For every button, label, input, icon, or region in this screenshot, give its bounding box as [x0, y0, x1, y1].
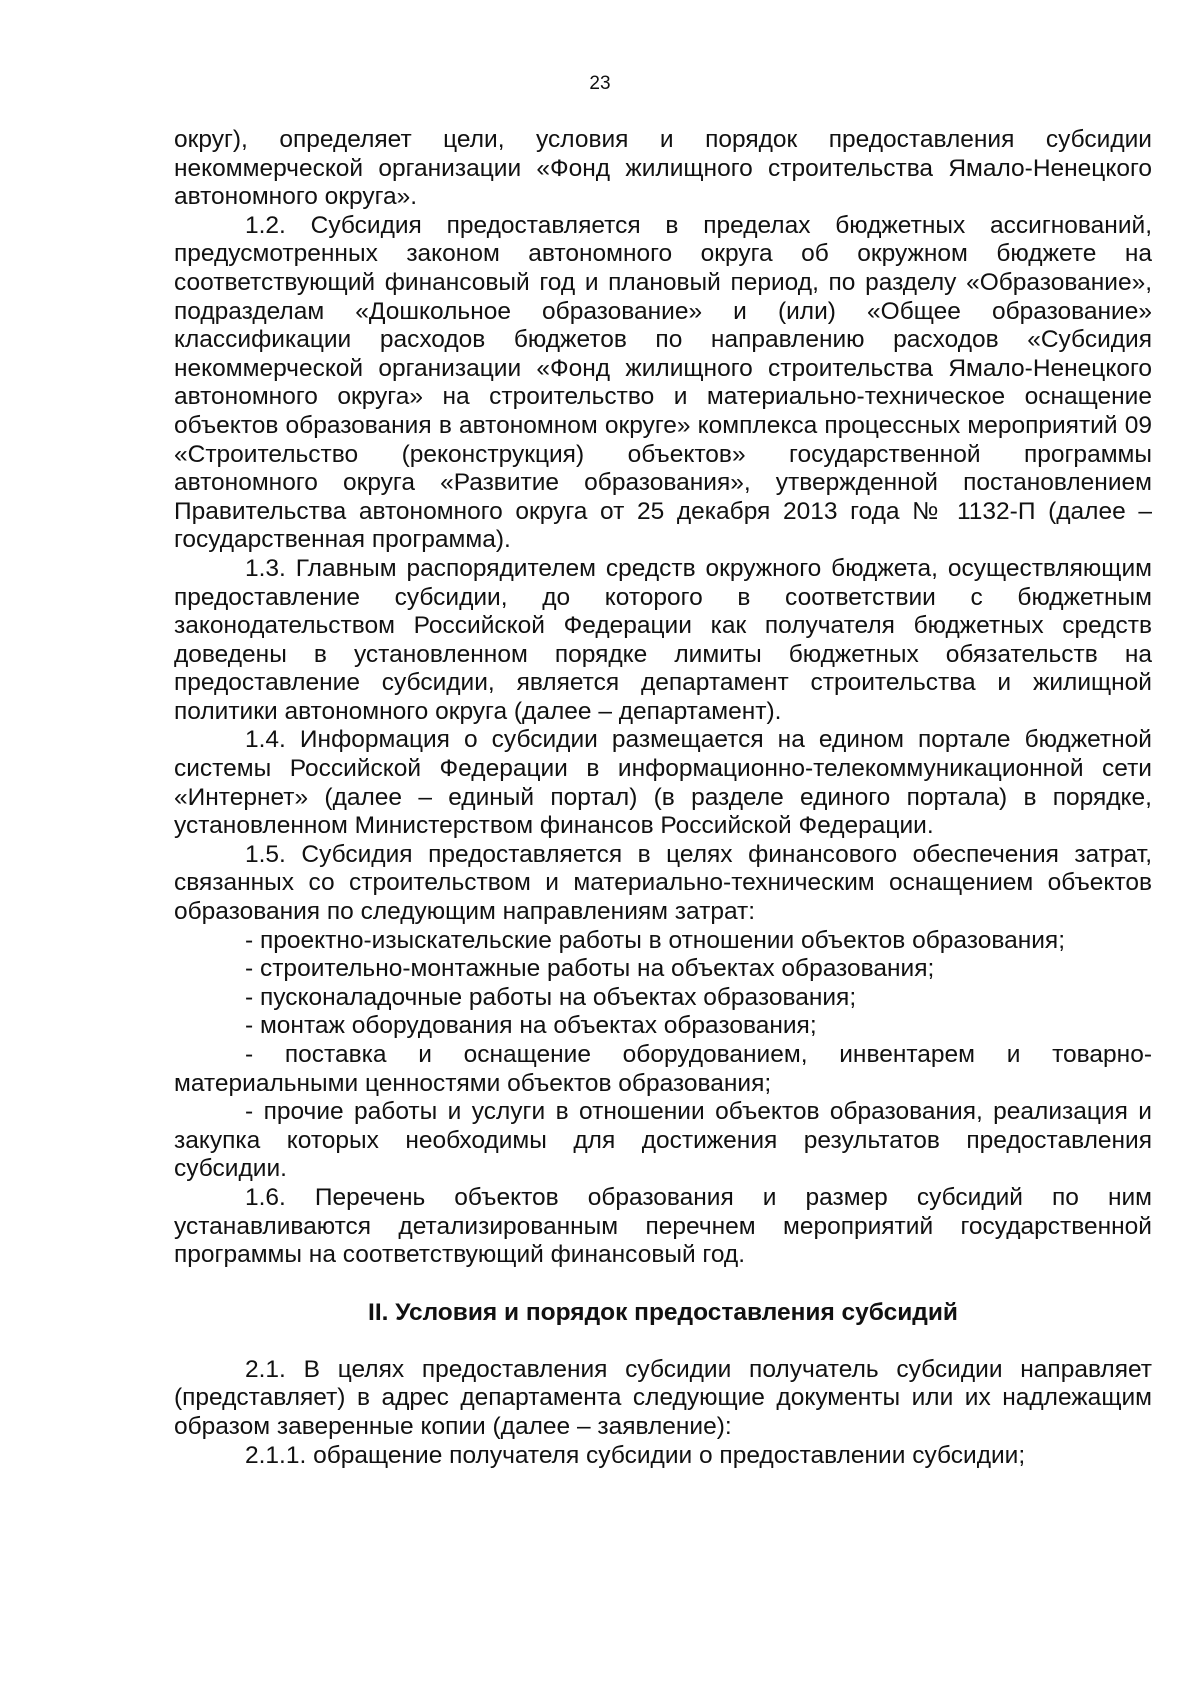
- paragraph-intro-continued: округ), определяет цели, условия и порядок предоставления субсидии некоммерческой организации «Фонд жилищного строительства Ямало-Ненецкого автономного округа».: [174, 126, 1152, 211]
- paragraph-1-3: 1.3. Главным распорядителем средств окружного бюджета, осуществляющим предоставление субсидии, до которого в соответствии с бюджетным законодательством Российской Федерации как получателя бюджетных средств доведены в установленном порядке лимиты бюджетных обязательств на предоставление субсидии, является департамент строительства и жилищной политики автономного округа (далее – департамент).: [174, 554, 1152, 725]
- paragraph-1-2: 1.2. Субсидия предоставляется в пределах бюджетных ассигнований, предусмотренных законом автономного округа об окружном бюджете на соответствующий финансовый год и плановый период, по разделу «Образование», подразделам «Дошкольное образование» и (или) «Общее образование» классификации расходов бюджетов по направлению расходов «Субсидия некоммерческой организации «Фонд жилищного строительства Ямало-Ненецкого автономного округа» на строительство и материально-техническое оснащение объектов образования в автономном округе» комплекса процессных мероприятий 09 «Строительство (реконструкция) объектов» государственной программы автономного округа «Развитие образования», утвержденной постановлением Правительства автономного округа от 25 декабря 2013 года № 1132-П (далее – государственная программа).: [174, 211, 1152, 554]
- list-item: - прочие работы и услуги в отношении объектов образования, реализация и закупка которых необходимы для достижения результатов предоставления субсидии.: [174, 1098, 1152, 1183]
- page-number: 23: [589, 73, 611, 94]
- section-heading: II. Условия и порядок предоставления субсидий: [368, 1298, 958, 1326]
- paragraph-1-5: 1.5. Субсидия предоставляется в целях финансового обеспечения затрат, связанных со строительством и материально-техническим оснащением объектов образования по следующим направлениям затрат:: [174, 840, 1152, 926]
- paragraph-1-6: 1.6. Перечень объектов образования и размер субсидий по ним устанавливаются детализированным перечнем мероприятий государственной программы на соответствующий финансовый год.: [174, 1183, 1152, 1269]
- paragraph-2-1-1: 2.1.1. обращение получателя субсидии о предоставлении субсидии;: [245, 1441, 1026, 1469]
- list-item: - проектно-изыскательские работы в отношении объектов образования;: [245, 926, 1065, 954]
- paragraph-2-1: 2.1. В целях предоставления субсидии получатель субсидии направляет (представляет) в адрес департамента следующие документы или их надлежащим образом заверенные копии (далее – заявление):: [174, 1355, 1152, 1440]
- document-body: [174, 126, 1152, 1470]
- list-item: - строительно-монтажные работы на объектах образования;: [245, 955, 935, 983]
- list-item: - монтаж оборудования на объектах образования;: [245, 1012, 817, 1040]
- list-item: - пусконаладочные работы на объектах образования;: [245, 983, 857, 1011]
- paragraph-1-4: 1.4. Информация о субсидии размещается на едином портале бюджетной системы Российской Федерации в информационно-телекоммуникационной сети «Интернет» (далее – единый портал) (в разделе единого портала) в порядке, установленном Министерством финансов Российской Федерации.: [174, 726, 1152, 840]
- list-item: - поставка и оснащение оборудованием, инвентарем и товарно-материальными ценностями объектов образования;: [174, 1041, 1152, 1097]
